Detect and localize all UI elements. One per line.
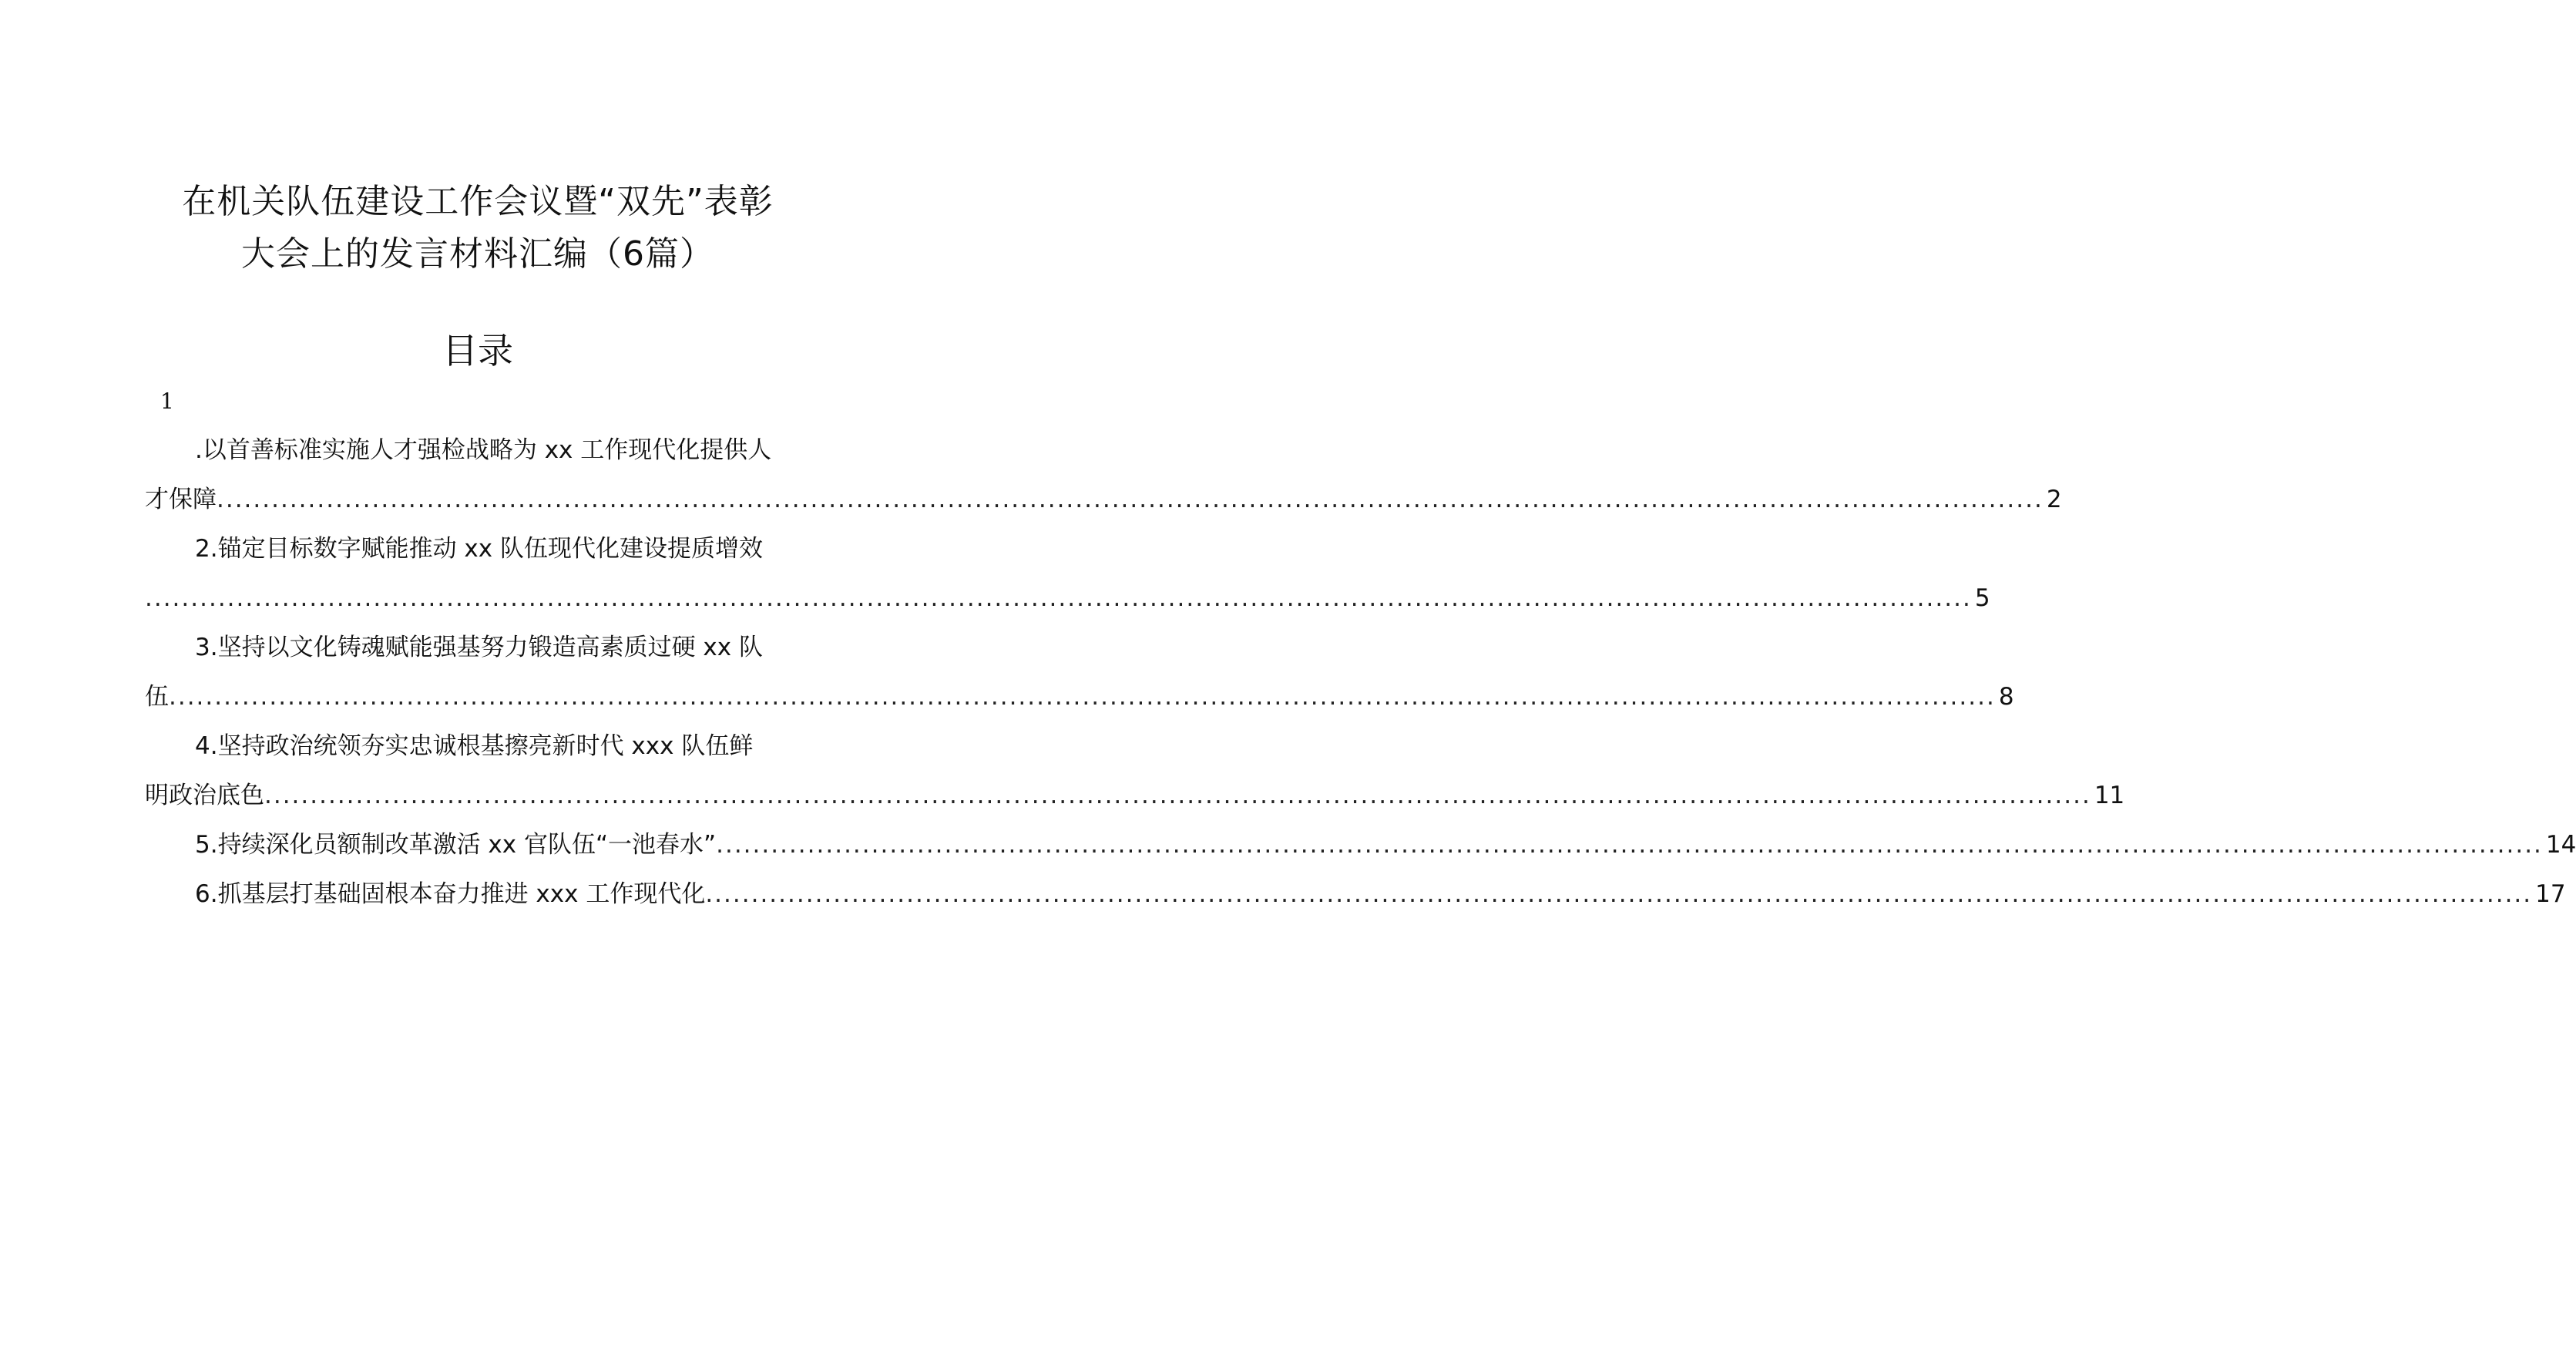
toc-marker: 1 (160, 388, 174, 414)
toc-leader-dots: ........................................................................................................................................................................................................ (217, 486, 2044, 513)
document-title-line-1: 在机关队伍建设工作会议暨“双先”表彰 (182, 182, 774, 221)
toc-leader-dots: ........................................................................................................................................................................................................ (169, 683, 1996, 711)
toc-entry-3-line-1[interactable] (195, 626, 812, 669)
toc-entry-5-title: 5.持续深化员额制改革激活 xx 官队伍“一池春水” (195, 831, 717, 859)
toc-entry-1-title-cont: 才保障 (145, 486, 217, 513)
toc-heading: 目录 (442, 330, 513, 372)
document-title-line-2: 大会上的发言材料汇编（6篇） (241, 234, 714, 274)
toc-entry-2-page: 5 (1974, 584, 1990, 612)
toc-leader-dots: ........................................................................................................................................................................................................ (145, 584, 1972, 612)
toc-entry-3-line-2[interactable] (145, 675, 2014, 718)
toc-entry-6[interactable] (195, 873, 2566, 916)
toc-entry-4-line-1[interactable] (195, 725, 812, 768)
toc-entry-6-page: 17 (2535, 880, 2566, 908)
toc-entry-4-title: 4.坚持政治统领夯实忠诚根基擦亮新时代 xxx 队伍鲜 (195, 732, 754, 760)
toc-entry-3-page: 8 (1998, 683, 2014, 711)
toc-entry-2-title: 2.锚定目标数字赋能推动 xx 队伍现代化建设提质增效 (195, 535, 763, 563)
toc-entry-2-line-2[interactable] (145, 577, 1990, 620)
toc-entry-3-title-cont: 伍 (145, 683, 169, 711)
toc-entry-4-title-cont: 明政治底色 (145, 782, 264, 809)
toc-leader-dots: ........................................................................................................................................................................................................ (716, 831, 2543, 859)
toc-leader-dots: ........................................................................................................................................................................................................ (264, 782, 2091, 809)
toc-entry-1-line-2[interactable] (145, 478, 2062, 521)
toc-entry-6-title: 6.抓基层打基础固根本奋力推进 xxx 工作现代化 (195, 880, 706, 908)
toc-entry-2-line-1[interactable] (195, 527, 812, 570)
toc-entry-1-page: 2 (2046, 486, 2062, 513)
toc-entry-4-page: 11 (2094, 782, 2125, 809)
toc-entry-4-line-2[interactable] (145, 774, 2125, 817)
toc-entry-5[interactable] (195, 823, 2576, 866)
toc-entry-1-title: .以首善标准实施人才强检战略为 xx 工作现代化提供人 (195, 436, 772, 464)
toc-entry-5-page: 14 (2545, 831, 2576, 859)
toc-leader-dots: ........................................................................................................................................................................................................ (705, 880, 2533, 908)
toc-entry-3-title: 3.坚持以文化铸魂赋能强基努力锻造高素质过硬 xx 队 (195, 634, 763, 661)
toc-entry-1-line-1[interactable] (195, 429, 812, 472)
